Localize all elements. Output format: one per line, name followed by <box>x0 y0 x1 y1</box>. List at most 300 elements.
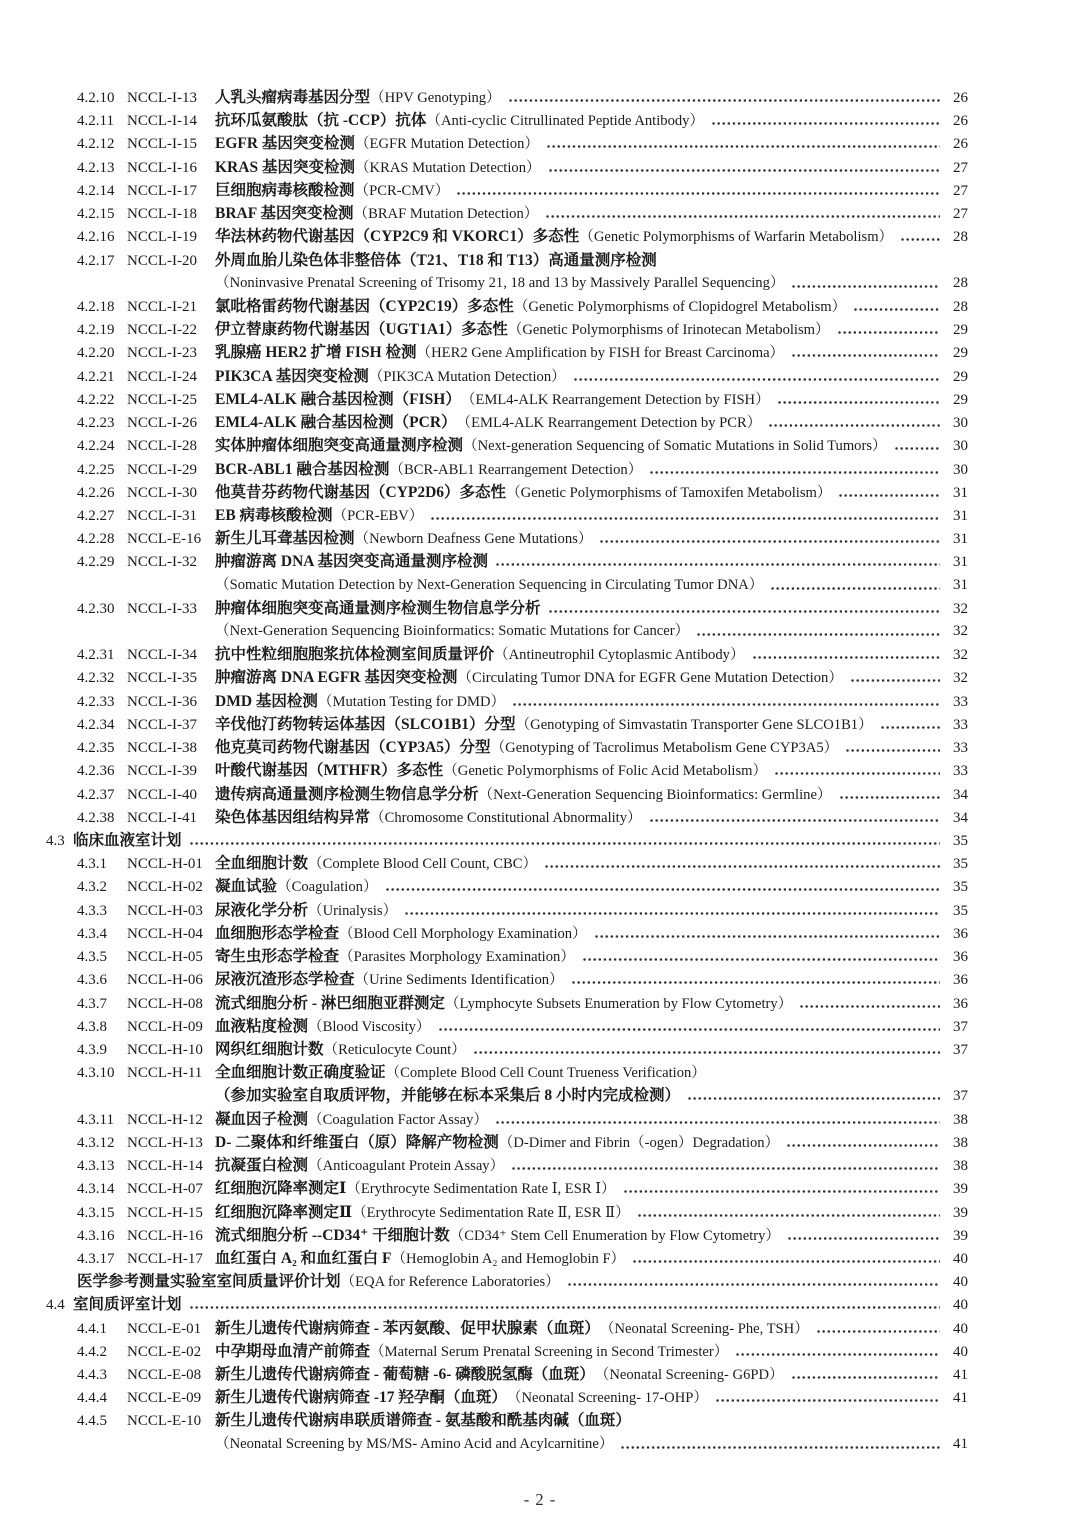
toc-entry-title-en: （Neonatal Screening- 17-OHP） <box>506 1390 708 1407</box>
dot-leader <box>791 272 940 295</box>
toc-entry-page: 41 <box>953 1390 968 1407</box>
toc-entry-page: 36 <box>953 972 968 989</box>
toc-entry-page: 27 <box>953 159 968 176</box>
toc-entry-code: NCCL-H-02 <box>127 879 203 896</box>
toc-entry-page: 33 <box>953 740 968 757</box>
dot-leader <box>473 1038 940 1061</box>
toc-entry-number: 4.2.10 <box>77 90 115 106</box>
toc-entry-code: NCCL-I-31 <box>127 507 197 524</box>
toc-entry-title-en: （EGFR Mutation Detection） <box>354 136 539 153</box>
toc-row <box>46 504 968 527</box>
toc-entry-number: 4.2.34 <box>77 716 115 733</box>
toc-entry-page: 30 <box>953 415 968 432</box>
toc-entry-number: 4.2.16 <box>77 229 115 246</box>
toc-entry-title-zh: 伊立替康药物代谢基因（UGT1A1）多态性 <box>215 321 508 339</box>
toc-entry-number: 4.2.12 <box>77 136 115 153</box>
toc-entry-page: 32 <box>953 647 968 664</box>
toc-row <box>46 992 968 1015</box>
dot-leader <box>894 434 940 457</box>
dot-leader <box>512 690 940 713</box>
toc-entry-number: 4.2.26 <box>77 484 115 501</box>
toc-entry-title-en: （Mutation Testing for DMD） <box>317 693 506 710</box>
toc-entry-page: 36 <box>953 925 968 942</box>
toc-entry-number: 4.4 <box>46 1297 65 1314</box>
toc-row <box>46 202 968 225</box>
toc-row <box>46 249 968 272</box>
toc-entry-title-zh: 新生儿遗传代谢病筛查 -17 羟孕酮（血斑） <box>215 1389 507 1407</box>
toc-entry-number: 4.3.6 <box>77 972 107 989</box>
toc-entry-page: 41 <box>953 1435 968 1452</box>
toc-entry-number: 4.4.3 <box>77 1367 107 1384</box>
toc-entry-page: 36 <box>953 995 968 1012</box>
toc-entry-number: 4.3.2 <box>77 879 107 896</box>
toc-entry-title-en: （Anti-cyclic Citrullinated Peptide Antibody） <box>426 113 705 130</box>
toc-entry-title-zh: 凝血试验 <box>215 878 278 896</box>
toc-entry-code: NCCL-I-21 <box>127 298 197 315</box>
toc-entry-number: 4.2.15 <box>77 206 115 223</box>
toc-entry-page: 29 <box>953 368 968 385</box>
toc-entry-title-en: （Next-generation Sequencing of Somatic Mutations in Solid Tumors） <box>463 438 887 455</box>
toc-entry-title-en: （KRAS Mutation Detection） <box>354 159 541 176</box>
toc-entry-title-en: （Erythrocyte Sedimentation Rate Ⅱ, ESR Ⅱ） <box>352 1204 630 1221</box>
footer-page-number: - 2 - <box>523 1490 557 1509</box>
toc-entry-page: 33 <box>953 716 968 733</box>
toc-list <box>46 86 968 1456</box>
toc-entry-title-zh: 网织红细胞计数 <box>215 1040 324 1058</box>
toc-entry-title-zh: 遗传病高通量测序检测生物信息学分析 <box>215 785 479 803</box>
dot-leader <box>687 1084 940 1107</box>
toc-entry-number: 4.3.17 <box>77 1250 115 1267</box>
toc-entry-title-en: （Neonatal Screening by MS/MS- Amino Acid and Acylcarnitine） <box>215 1435 614 1452</box>
toc-entry-title-zh: 尿液化学分析 <box>215 901 309 919</box>
toc-entry-page: 29 <box>953 322 968 339</box>
toc-entry-code: NCCL-E-16 <box>127 531 202 548</box>
toc-entry-title-en: （EML4-ALK Rearrangement Detection by FISH） <box>460 391 770 408</box>
toc-row <box>46 1270 968 1293</box>
toc-row <box>46 829 968 852</box>
toc-entry-title-en: （PIK3CA Mutation Detection） <box>368 368 566 385</box>
dot-leader <box>385 875 940 898</box>
toc-entry-title-zh: 新生儿遗传代谢病串联质谱筛查 - 氨基酸和酰基肉碱（血斑） <box>215 1412 631 1430</box>
toc-entry-title-zh: EGFR 基因突变检测 <box>215 135 355 153</box>
toc-entry-page: 30 <box>953 438 968 455</box>
toc-entry-number: 4.2.28 <box>77 531 115 548</box>
toc-row <box>46 1084 968 1107</box>
toc-entry-page: 31 <box>953 531 968 548</box>
toc-entry-title-en: （Genetic Polymorphisms of Clopidogrel Metabolism） <box>513 298 847 315</box>
dot-leader <box>853 295 940 318</box>
toc-entry-number: 4.2.19 <box>77 322 115 339</box>
toc-row <box>46 1317 968 1340</box>
toc-entry-code: NCCL-I-22 <box>127 322 197 339</box>
dot-leader <box>456 179 940 202</box>
toc-entry-title-en: （Parasites Morphology Examination） <box>339 949 575 966</box>
toc-entry-code: NCCL-H-12 <box>127 1111 203 1128</box>
toc-entry-title-en: （Maternal Serum Prenatal Screening in Second Trimester） <box>370 1343 729 1360</box>
toc-entry-number: 4.3.7 <box>77 995 107 1012</box>
toc-entry-page: 27 <box>953 182 968 199</box>
toc-entry-title-zh: 血红蛋白 A₂ 和血红蛋白 F <box>215 1249 392 1267</box>
dot-leader <box>623 1177 940 1200</box>
toc-entry-page: 40 <box>953 1250 968 1267</box>
toc-entry-title-zh: 他莫昔芬药物代谢基因（CYP2D6）多态性 <box>215 483 507 501</box>
dot-leader <box>649 458 940 481</box>
toc-entry-title-zh: 氯吡格雷药物代谢基因（CYP2C19）多态性 <box>215 297 514 315</box>
toc-row <box>46 713 968 736</box>
toc-entry-title-en: （Complete Blood Cell Count, CBC） <box>308 856 538 873</box>
toc-entry-number: 4.2.27 <box>77 507 115 524</box>
toc-entry-page: 32 <box>953 600 968 617</box>
toc-entry-number: 4.2.35 <box>77 740 115 757</box>
toc-entry-title-zh: 肿瘤游离 DNA 基因突变高通量测序检测 <box>215 553 488 571</box>
toc-entry-number: 4.2.23 <box>77 415 115 432</box>
toc-row <box>46 899 968 922</box>
dot-leader <box>752 643 940 666</box>
dot-leader <box>548 597 940 620</box>
toc-entry-page: 34 <box>953 809 968 826</box>
toc-row <box>46 759 968 782</box>
toc-entry-page: 28 <box>953 298 968 315</box>
toc-entry-title-en: （Genetic Polymorphisms of Folic Acid Metabolism） <box>443 763 768 780</box>
toc-row <box>46 736 968 759</box>
toc-entry-title-en: （Genetic Polymorphisms of Tamoxifen Metabolism） <box>506 484 832 501</box>
toc-entry-page: 40 <box>953 1274 968 1291</box>
toc-entry-number: 4.4.5 <box>77 1413 107 1430</box>
toc-entry-number: 4.2.14 <box>77 182 115 199</box>
toc-row <box>46 411 968 434</box>
dot-leader <box>770 574 940 597</box>
toc-entry-page: 35 <box>953 902 968 919</box>
dot-leader <box>573 365 940 388</box>
toc-entry-code: NCCL-I-19 <box>127 229 197 246</box>
toc-entry-title-en: （Urinalysis） <box>308 902 398 919</box>
toc-entry-page: 40 <box>953 1297 968 1314</box>
dot-leader <box>649 806 940 829</box>
dot-leader <box>438 1015 940 1038</box>
dot-leader <box>816 1317 940 1340</box>
toc-entry-code: NCCL-E-09 <box>127 1390 202 1407</box>
toc-entry-code: NCCL-I-37 <box>127 716 197 733</box>
toc-entry-title-en: （Genetic Polymorphisms of Warfarin Metabolism） <box>579 229 894 246</box>
toc-entry-title-zh: 凝血因子检测 <box>215 1110 309 1128</box>
dot-leader <box>620 1433 940 1456</box>
toc-entry-page: 31 <box>953 554 968 571</box>
toc-entry-number: 4.2.22 <box>77 391 115 408</box>
toc-entry-code: NCCL-I-30 <box>127 484 197 501</box>
toc-entry-title-zh: EML4-ALK 融合基因检测（FISH） <box>215 390 461 408</box>
toc-entry-title-zh: DMD 基因检测 <box>215 692 318 710</box>
toc-entry-code: NCCL-E-10 <box>127 1413 202 1430</box>
toc-entry-code: NCCL-H-01 <box>127 856 203 873</box>
dot-leader <box>632 1247 940 1270</box>
dot-leader <box>880 713 940 736</box>
dot-leader <box>837 318 940 341</box>
dot-leader <box>696 620 940 643</box>
dot-leader <box>838 481 940 504</box>
dot-leader <box>715 1386 940 1409</box>
toc-entry-title-zh: 全血细胞计数 <box>215 855 309 873</box>
toc-entry-title-en: （Newborn Deafness Gene Mutations） <box>354 531 593 548</box>
toc-entry-title-zh: 医学参考测量实验室室间质量评价计划 <box>77 1273 341 1291</box>
toc-entry-code: NCCL-I-34 <box>127 647 197 664</box>
toc-entry-title-zh: 红细胞沉降率测定Ⅰ <box>215 1180 347 1198</box>
dot-leader <box>799 992 940 1015</box>
toc-row <box>46 365 968 388</box>
dot-leader <box>495 550 940 573</box>
toc-entry-code: NCCL-I-29 <box>127 461 197 478</box>
toc-entry-code: NCCL-E-01 <box>127 1320 202 1337</box>
toc-entry-code: NCCL-I-35 <box>127 670 197 687</box>
toc-entry-number: 4.3.1 <box>77 856 107 873</box>
toc-entry-title-zh: 叶酸代谢基因（MTHFR）多态性 <box>215 762 444 780</box>
toc-entry-code: NCCL-H-15 <box>127 1204 203 1221</box>
toc-entry-title-zh: 新生儿遗传代谢病筛查 - 葡萄糖 -6- 磷酸脱氢酶（血斑） <box>215 1366 595 1384</box>
toc-entry-page: 35 <box>953 833 968 849</box>
toc-entry-page: 37 <box>953 1088 968 1105</box>
toc-entry-title-en: （CD34⁺ Stem Cell Enumeration by Flow Cytometry） <box>449 1227 781 1244</box>
toc-entry-title-zh: 全血细胞计数正确度验证 <box>215 1064 386 1082</box>
toc-entry-code: NCCL-H-09 <box>127 1018 203 1035</box>
toc-row <box>46 783 968 806</box>
toc-row <box>46 1386 968 1409</box>
toc-row <box>46 1131 968 1154</box>
dot-leader <box>546 132 940 155</box>
toc-row <box>46 225 968 248</box>
toc-row <box>46 481 968 504</box>
toc-row <box>46 179 968 202</box>
dot-leader <box>711 109 940 132</box>
toc-entry-number: 4.3.14 <box>77 1181 115 1198</box>
toc-entry-code: NCCL-I-23 <box>127 345 197 362</box>
toc-row <box>46 272 968 295</box>
toc-entry-page: 39 <box>953 1204 968 1221</box>
toc-entry-code: NCCL-I-17 <box>127 182 197 199</box>
toc-entry-title-en: （Anticoagulant Protein Assay） <box>308 1158 505 1175</box>
toc-entry-title-zh: 乳腺癌 HER2 扩增 FISH 检测 <box>215 344 417 362</box>
toc-entry-number: 4.2.21 <box>77 368 115 385</box>
toc-entry-title-en: （Coagulation Factor Assay） <box>308 1111 488 1128</box>
dot-leader <box>189 829 940 852</box>
toc-entry-code: NCCL-I-18 <box>127 206 197 223</box>
toc-entry-title-zh: 实体肿瘤体细胞突变高通量测序检测 <box>215 437 464 455</box>
toc-entry-page: 32 <box>953 670 968 687</box>
toc-entry-code: NCCL-H-05 <box>127 949 203 966</box>
toc-entry-title-en: （Noninvasive Prenatal Screening of Trisomy 21, 18 and 13 by Massively Parallel Sequencing） <box>215 274 785 291</box>
toc-row <box>46 341 968 364</box>
toc-entry-code: NCCL-I-39 <box>127 763 197 780</box>
toc-row <box>46 1108 968 1131</box>
toc-entry-number: 4.3.8 <box>77 1018 107 1035</box>
toc-entry-number: 4.2.36 <box>77 763 115 780</box>
dot-leader <box>571 968 940 991</box>
toc-entry-code: NCCL-I-24 <box>127 368 197 385</box>
dot-leader <box>545 202 940 225</box>
toc-entry-title-zh: 人乳头瘤病毒基因分型 <box>215 89 371 106</box>
toc-entry-code: NCCL-I-40 <box>127 786 197 803</box>
toc-entry-page: 33 <box>953 693 968 710</box>
toc-entry-code: NCCL-I-26 <box>127 415 197 432</box>
dot-leader <box>786 1131 940 1154</box>
dot-leader <box>430 504 940 527</box>
toc-entry-title-zh: 新生儿耳聋基因检测 <box>215 530 355 548</box>
toc-entry-title-en: （PCR-CMV） <box>354 182 450 199</box>
toc-row <box>46 132 968 155</box>
toc-entry-page: 40 <box>953 1343 968 1360</box>
dot-leader <box>777 388 940 411</box>
toc-entry-page: 31 <box>953 507 968 524</box>
toc-entry-title-en: （Hemoglobin A₂ and Hemoglobin F） <box>391 1250 626 1267</box>
toc-entry-code: NCCL-H-13 <box>127 1134 203 1151</box>
dot-leader <box>637 1201 940 1224</box>
toc-entry-title-zh: 中孕期母血清产前筛查 <box>215 1342 371 1360</box>
dot-leader <box>735 1340 940 1363</box>
toc-row <box>46 527 968 550</box>
dot-leader <box>900 225 940 248</box>
toc-entry-title-zh: 抗凝蛋白检测 <box>215 1157 309 1175</box>
toc-row <box>46 690 968 713</box>
toc-row <box>46 1247 968 1270</box>
toc-entry-title-en: （HPV Genotyping） <box>370 90 501 106</box>
dot-leader <box>544 852 940 875</box>
toc-entry-title-zh: 他克莫司药物代谢基因（CYP3A5）分型 <box>215 739 491 757</box>
dot-leader <box>594 922 940 945</box>
toc-entry-title-en: （Circulating Tumor DNA for EGFR Gene Mutation Detection） <box>457 670 843 687</box>
toc-entry-number: 4.2.31 <box>77 647 115 664</box>
dot-leader <box>567 1270 940 1293</box>
toc-entry-title-en: （Blood Viscosity） <box>308 1018 431 1035</box>
toc-entry-number: 4.4.2 <box>77 1343 107 1360</box>
toc-entry-page: 32 <box>953 623 968 640</box>
toc-entry-title-zh: EML4-ALK 融合基因检测（PCR） <box>215 414 457 432</box>
toc-entry-title-en: （HER2 Gene Amplification by FISH for Breast Carcinoma） <box>416 345 785 362</box>
toc-entry-title-en: （D-Dimer and Fibrin（-ogen）Degradation） <box>498 1134 780 1151</box>
toc-entry-title-en: （PCR-EBV） <box>332 507 424 524</box>
toc-row <box>46 109 968 132</box>
toc-row <box>46 295 968 318</box>
toc-entry-page: 34 <box>953 786 968 803</box>
toc-entry-page: 35 <box>953 856 968 873</box>
toc-entry-page: 31 <box>953 484 968 501</box>
dot-leader <box>768 411 940 434</box>
toc-entry-code: NCCL-H-16 <box>127 1227 203 1244</box>
toc-entry-title-zh: D- 二聚体和纤维蛋白（原）降解产物检测 <box>215 1133 499 1151</box>
toc-entry-code: NCCL-H-03 <box>127 902 203 919</box>
toc-entry-title-zh: 流式细胞分析 --CD34⁺ 干细胞计数 <box>215 1226 450 1244</box>
toc-entry-title-en: （Next-Generation Sequencing Bioinformatics: Germline） <box>478 786 832 803</box>
toc-entry-number: 4.3.3 <box>77 902 107 919</box>
toc-entry-code: NCCL-I-32 <box>127 554 197 571</box>
toc-entry-number: 4.3.12 <box>77 1134 115 1151</box>
toc-entry-title-zh: 肿瘤游离 DNA EGFR 基因突变检测 <box>215 669 458 687</box>
toc-entry-page: 38 <box>953 1158 968 1175</box>
toc-entry-code: NCCL-I-25 <box>127 391 197 408</box>
toc-entry-title-zh: 抗环瓜氨酸肽（抗 -CCP）抗体 <box>215 112 427 130</box>
dot-leader <box>791 341 940 364</box>
toc-entry-title-zh: KRAS 基因突变检测 <box>215 158 355 176</box>
toc-entry-number: 4.2.13 <box>77 159 115 176</box>
dot-leader <box>495 1108 940 1131</box>
toc-row <box>46 86 968 109</box>
toc-entry-code: NCCL-I-38 <box>127 740 197 757</box>
toc-row <box>46 1224 968 1247</box>
toc-entry-number: 4.3.10 <box>77 1065 115 1082</box>
toc-entry-code: NCCL-I-13 <box>127 90 197 106</box>
toc-entry-page: 26 <box>953 113 968 130</box>
toc-entry-number: 4.2.29 <box>77 554 115 571</box>
toc-entry-number: 4.3.4 <box>77 925 107 942</box>
toc-entry-number: 4.2.20 <box>77 345 115 362</box>
toc-entry-title-en: （EML4-ALK Rearrangement Detection by PCR） <box>456 415 762 432</box>
toc-entry-title-zh: （参加实验室自取质评物，并能够在标本采集后 8 小时内完成检测） <box>215 1087 681 1105</box>
toc-entry-page: 38 <box>953 1111 968 1128</box>
toc-row <box>46 1154 968 1177</box>
toc-entry-title-zh: 红细胞沉降率测定Ⅱ <box>215 1203 353 1221</box>
toc-row <box>46 643 968 666</box>
toc-entry-page: 41 <box>953 1367 968 1384</box>
dot-leader <box>582 945 940 968</box>
toc-row <box>46 1363 968 1386</box>
toc-entry-number: 4.4.4 <box>77 1390 107 1407</box>
toc-entry-number: 4.3.13 <box>77 1158 115 1175</box>
dot-leader <box>839 783 940 806</box>
toc-row <box>46 318 968 341</box>
toc-entry-page: 40 <box>953 1320 968 1337</box>
toc-entry-number: 4.2.18 <box>77 298 115 315</box>
toc-entry-title-en: （Lymphocyte Subsets Enumeration by Flow Cytometry） <box>444 995 793 1012</box>
toc-entry-title-en: （Genotyping of Tacrolimus Metabolism Gene CYP3A5） <box>490 740 839 757</box>
toc-entry-number: 4.3.11 <box>77 1111 114 1128</box>
dot-leader <box>774 759 940 782</box>
toc-entry-page: 39 <box>953 1227 968 1244</box>
toc-row <box>46 1015 968 1038</box>
toc-entry-code: NCCL-I-36 <box>127 693 197 710</box>
toc-entry-title-en: （Somatic Mutation Detection by Next-Generation Sequencing in Circulating Tumor DNA） <box>215 576 764 593</box>
toc-entry-title-zh: EB 病毒核酸检测 <box>215 506 333 524</box>
toc-entry-number: 4.2.33 <box>77 693 115 710</box>
toc-entry-title-en: （BCR-ABL1 Rearrangement Detection） <box>389 461 643 478</box>
toc-entry-code: NCCL-I-20 <box>127 252 197 269</box>
toc-entry-code: NCCL-I-16 <box>127 159 197 176</box>
toc-entry-page: 39 <box>953 1181 968 1198</box>
toc-row <box>46 666 968 689</box>
toc-entry-code: NCCL-I-14 <box>127 113 197 130</box>
toc-entry-title-en: （EQA for Reference Laboratories） <box>340 1274 560 1291</box>
toc-entry-number: 4.2.17 <box>77 252 115 269</box>
toc-entry-page: 28 <box>953 229 968 246</box>
toc-entry-title-en: （Next-Generation Sequencing Bioinformatics: Somatic Mutations for Cancer） <box>215 623 690 640</box>
toc-entry-page: 31 <box>953 576 968 593</box>
toc-row <box>46 620 968 643</box>
toc-row <box>46 597 968 620</box>
toc-entry-page: 29 <box>953 345 968 362</box>
toc-entry-code: NCCL-I-15 <box>127 136 197 153</box>
toc-entry-title-en: （Genetic Polymorphisms of Irinotecan Metabolism） <box>507 322 830 339</box>
toc-entry-title-en: （Antineutrophil Cytoplasmic Antibody） <box>494 647 745 664</box>
toc-entry-code: NCCL-H-11 <box>127 1065 203 1082</box>
toc-entry-title-zh: 寄生虫形态学检查 <box>215 948 340 966</box>
toc-row <box>46 1433 968 1456</box>
dot-leader <box>787 1224 940 1247</box>
toc-entry-title-en: （Reticulocyte Count） <box>323 1041 466 1058</box>
toc-row <box>46 806 968 829</box>
toc-entry-code: NCCL-I-41 <box>127 809 197 826</box>
toc-entry-number: 4.2.38 <box>77 809 115 826</box>
toc-entry-title-zh: BCR-ABL1 融合基因检测 <box>215 460 390 478</box>
toc-entry-code: NCCL-H-14 <box>127 1158 203 1175</box>
toc-entry-number: 4.3.16 <box>77 1227 115 1244</box>
toc-entry-title-zh: 抗中性粒细胞胞浆抗体检测室间质量评价 <box>215 646 495 664</box>
toc-entry-title-zh: 临床血液室计划 <box>73 832 182 849</box>
